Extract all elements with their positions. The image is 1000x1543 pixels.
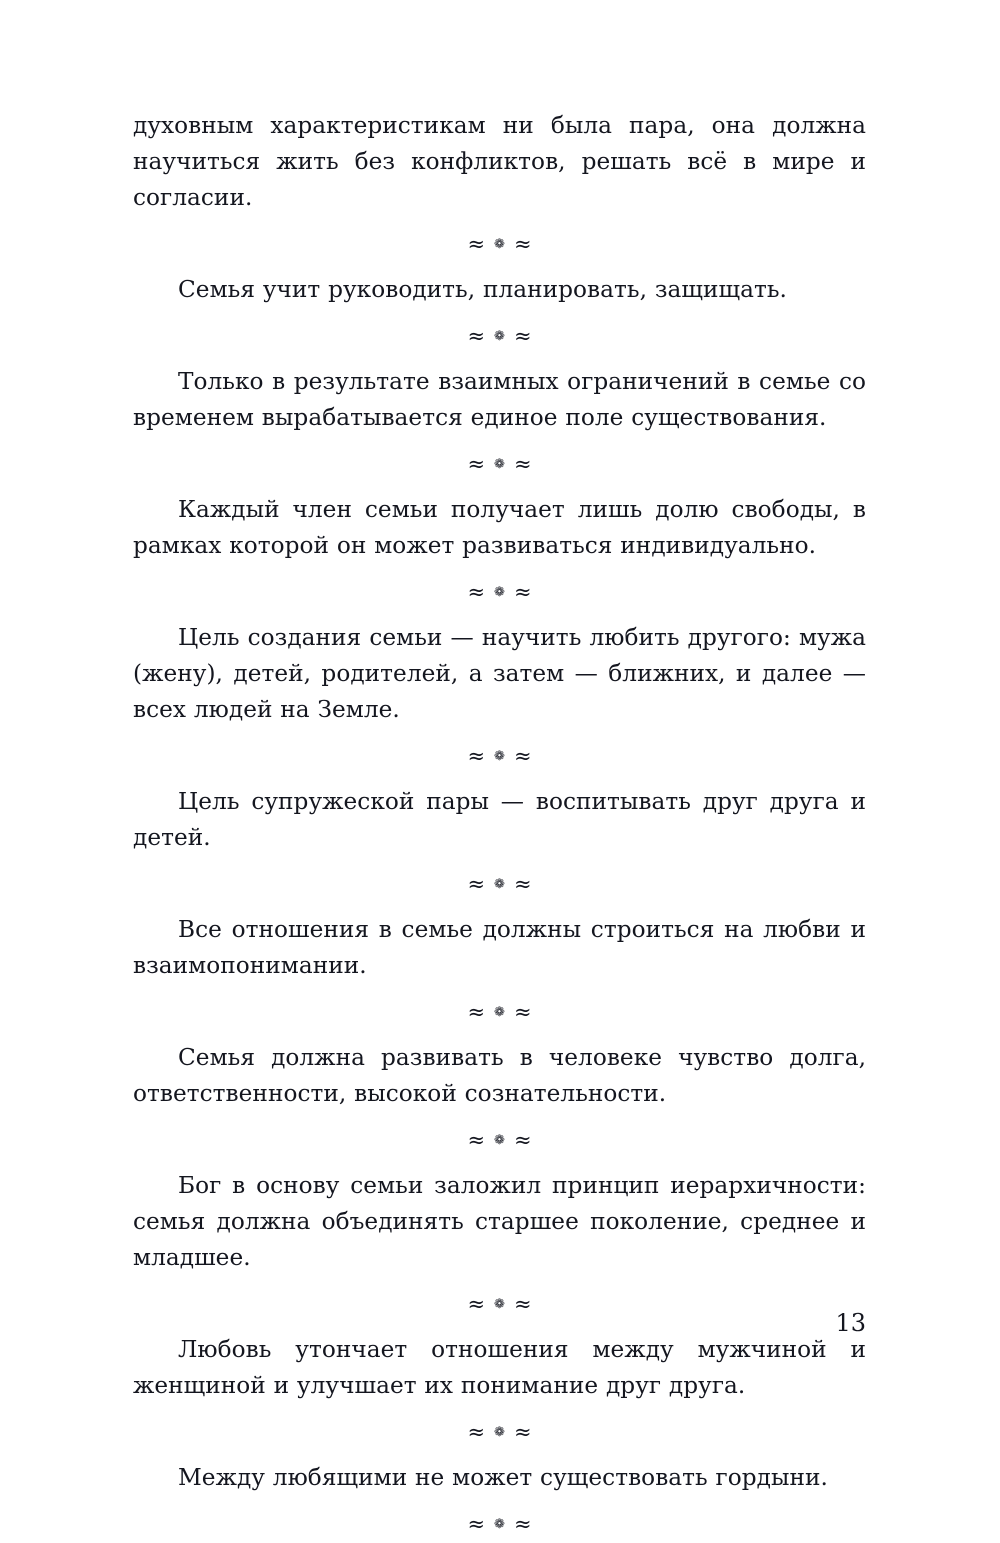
- page-number: 13: [835, 1309, 866, 1337]
- wave-right-icon: ≈: [513, 1000, 532, 1024]
- paragraph: Цель создания семьи — научить любить другого: мужа (жену), детей, родителей, а затем — ближних, и далее — всех людей на Земле.: [133, 624, 866, 723]
- spacer: [133, 728, 866, 738]
- text-column: [133, 108, 866, 1542]
- wave-right-icon: ≈: [513, 580, 532, 604]
- paragraph: Семья учит руководить, планировать, защищать.: [178, 276, 787, 303]
- spacer: [133, 1404, 866, 1414]
- floret-icon: ❁: [494, 1005, 505, 1020]
- spacer: [133, 1112, 866, 1122]
- wave-right-icon: ≈: [513, 1292, 532, 1316]
- ornament-divider: [133, 318, 866, 354]
- wave-left-icon: ≈: [467, 872, 486, 896]
- ornament-divider: [133, 866, 866, 902]
- ornament-divider: [133, 994, 866, 1030]
- wave-right-icon: ≈: [513, 452, 532, 476]
- ornament-divider: [133, 1506, 866, 1542]
- wave-left-icon: ≈: [467, 580, 486, 604]
- ornament-divider: [133, 1286, 866, 1322]
- spacer: [133, 354, 866, 364]
- spacer: [133, 1158, 866, 1168]
- wave-left-icon: ≈: [467, 1292, 486, 1316]
- wave-right-icon: ≈: [513, 232, 532, 256]
- spacer: [133, 436, 866, 446]
- wave-left-icon: ≈: [467, 1000, 486, 1024]
- spacer: [133, 774, 866, 784]
- wave-right-icon: ≈: [513, 1128, 532, 1152]
- floret-icon: ❁: [494, 1517, 505, 1532]
- spacer: [133, 1030, 866, 1040]
- paragraph: Бог в основу семьи заложил принцип иерархичности: семья должна объединять старшее поколение, среднее и младшее.: [133, 1172, 866, 1271]
- wave-right-icon: ≈: [513, 872, 532, 896]
- ornament-divider: [133, 1122, 866, 1158]
- floret-icon: ❁: [494, 457, 505, 472]
- floret-icon: ❁: [494, 1297, 505, 1312]
- spacer: [133, 1496, 866, 1506]
- spacer: [133, 902, 866, 912]
- spacer: [133, 262, 866, 272]
- wave-right-icon: ≈: [513, 1420, 532, 1444]
- spacer: [133, 1276, 866, 1286]
- wave-right-icon: ≈: [513, 1512, 532, 1536]
- floret-icon: ❁: [494, 329, 505, 344]
- spacer: [133, 564, 866, 574]
- floret-icon: ❁: [494, 1133, 505, 1148]
- wave-left-icon: ≈: [467, 324, 486, 348]
- paragraph: духовным характеристикам ни была пара, она должна научиться жить без конфликтов, решать всё в мире и согласии.: [133, 112, 866, 211]
- paragraph: Только в результате взаимных ограничений в семье со временем вырабатывается единое поле существования.: [133, 368, 866, 431]
- wave-left-icon: ≈: [467, 1420, 486, 1444]
- paragraph: Любовь утончает отношения между мужчиной и женщиной и улучшает их понимание друг друга.: [133, 1336, 866, 1399]
- ornament-divider: [133, 574, 866, 610]
- ornament-divider: [133, 226, 866, 262]
- spacer: [133, 308, 866, 318]
- floret-icon: ❁: [494, 1425, 505, 1440]
- spacer: [133, 482, 866, 492]
- wave-left-icon: ≈: [467, 1128, 486, 1152]
- wave-left-icon: ≈: [467, 452, 486, 476]
- wave-left-icon: ≈: [467, 1512, 486, 1536]
- paragraph: Каждый член семьи получает лишь долю свободы, в рамках которой он может развиваться индивидуально.: [133, 496, 866, 559]
- floret-icon: ❁: [494, 877, 505, 892]
- spacer: [133, 1322, 866, 1332]
- wave-left-icon: ≈: [467, 744, 486, 768]
- paragraph: Все отношения в семье должны строиться на любви и взаимопонимании.: [133, 916, 866, 979]
- paragraph: Цель супружеской пары — воспитывать друг друга и детей.: [133, 788, 866, 851]
- spacer: [133, 856, 866, 866]
- spacer: [133, 610, 866, 620]
- floret-icon: ❁: [494, 585, 505, 600]
- spacer: [133, 1450, 866, 1460]
- spacer: [133, 984, 866, 994]
- ornament-divider: [133, 738, 866, 774]
- wave-right-icon: ≈: [513, 744, 532, 768]
- paragraph: Семья должна развивать в человеке чувство долга, ответственности, высокой сознательности.: [133, 1044, 866, 1107]
- ornament-divider: [133, 446, 866, 482]
- paragraph: Между любящими не может существовать гордыни.: [178, 1464, 828, 1491]
- wave-left-icon: ≈: [467, 232, 486, 256]
- floret-icon: ❁: [494, 749, 505, 764]
- spacer: [133, 216, 866, 226]
- ornament-divider: [133, 1414, 866, 1450]
- floret-icon: ❁: [494, 237, 505, 252]
- wave-right-icon: ≈: [513, 324, 532, 348]
